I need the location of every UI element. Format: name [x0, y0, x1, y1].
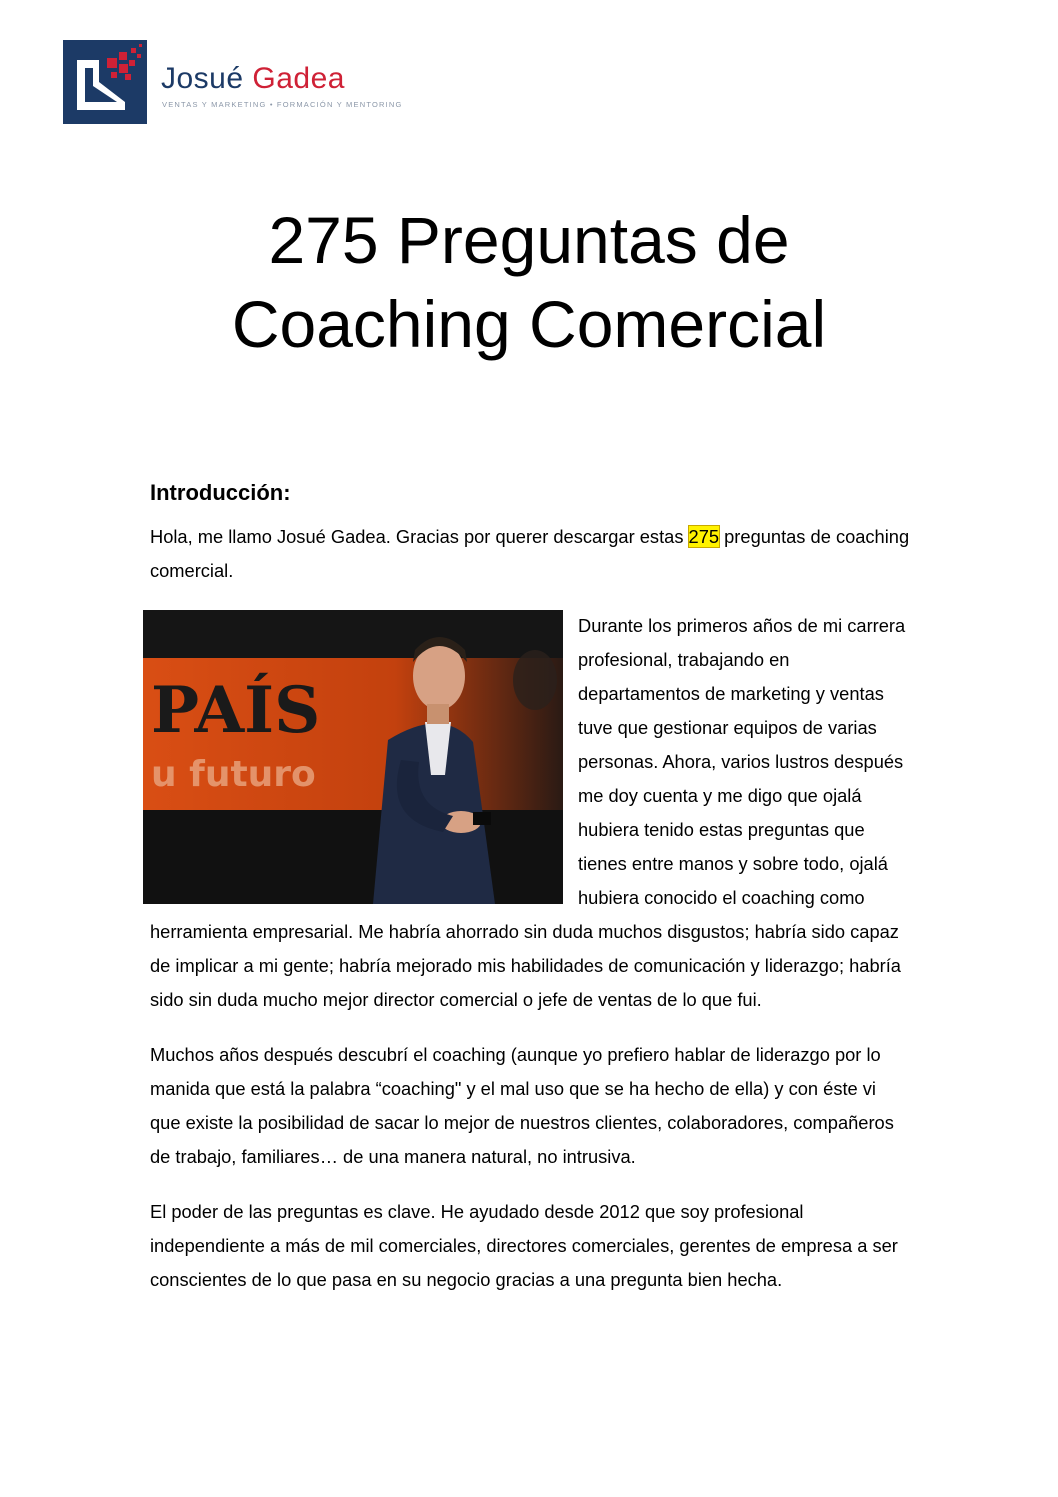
- intro-paragraph: [150, 520, 910, 588]
- document-body: [150, 478, 910, 1318]
- backdrop-word-1: PAÍS: [151, 673, 321, 748]
- title-line-1: 275 Preguntas de: [268, 203, 790, 277]
- backdrop-word-2: u futuro: [151, 754, 316, 795]
- brand-logo: [63, 40, 403, 124]
- brand-name-last: Gadea: [252, 62, 345, 95]
- title-line-2: Coaching Comercial: [231, 287, 827, 361]
- intro-heading: Introducción:: [150, 480, 291, 505]
- brand-name: [161, 62, 345, 96]
- coaching-paragraph: Muchos años después descubrí el coaching (aunque yo prefiero hablar de liderazgo por lo manida que está la palabra “coaching" y el mal uso que se ha hecho de ella) y con éste vi que existe la posibilidad de sacar lo mejor de nuestros clientes, colaboradores, compañeros de trabajo, familiares… de una manera natural, no intrusiva.: [150, 1044, 894, 1167]
- career-paragraph: Durante los primeros años de mi carrera profesional, trabajando en departamentos de marketing y ventas tuve que gestionar equipos de varias personas. Ahora, varios lustros después me doy cuenta y me digo que ojalá hubiera tenido estas preguntas que tienes entre manos y sobre todo, ojalá hubiera conocido el coaching como herramienta empresarial. Me habría ahorrado sin duda muchos disgustos; habría sido capaz de implicar a mi gente; habría mejorado mis habilidades de comunicación y liderazgo; habría sido sin duda mucho mejor director comercial o jefe de ventas de lo que fui.: [150, 615, 906, 1010]
- intro-text-end: preguntas de coaching comercial.: [150, 526, 910, 581]
- intro-text-start: Hola, me llamo Josué Gadea. Gracias por querer descargar estas: [150, 526, 689, 547]
- speaker-photo: [143, 610, 563, 904]
- questions-paragraph: El poder de las preguntas es clave. He ayudado desde 2012 que soy profesional independiente a más de mil comerciales, directores comerciales, gerentes de empresa a ser conscientes de lo que pasa en su negocio gracias a una pregunta bien hecha.: [150, 1201, 898, 1290]
- document-title: [0, 198, 1058, 366]
- logo-mark-icon: [63, 40, 147, 124]
- brand-tagline: VENTAS Y MARKETING • FORMACIÓN Y MENTORING: [162, 100, 403, 109]
- speaker-photo-image: [143, 610, 563, 904]
- highlighted-count: 275: [688, 526, 720, 547]
- brand-name-first: Josué: [161, 62, 244, 95]
